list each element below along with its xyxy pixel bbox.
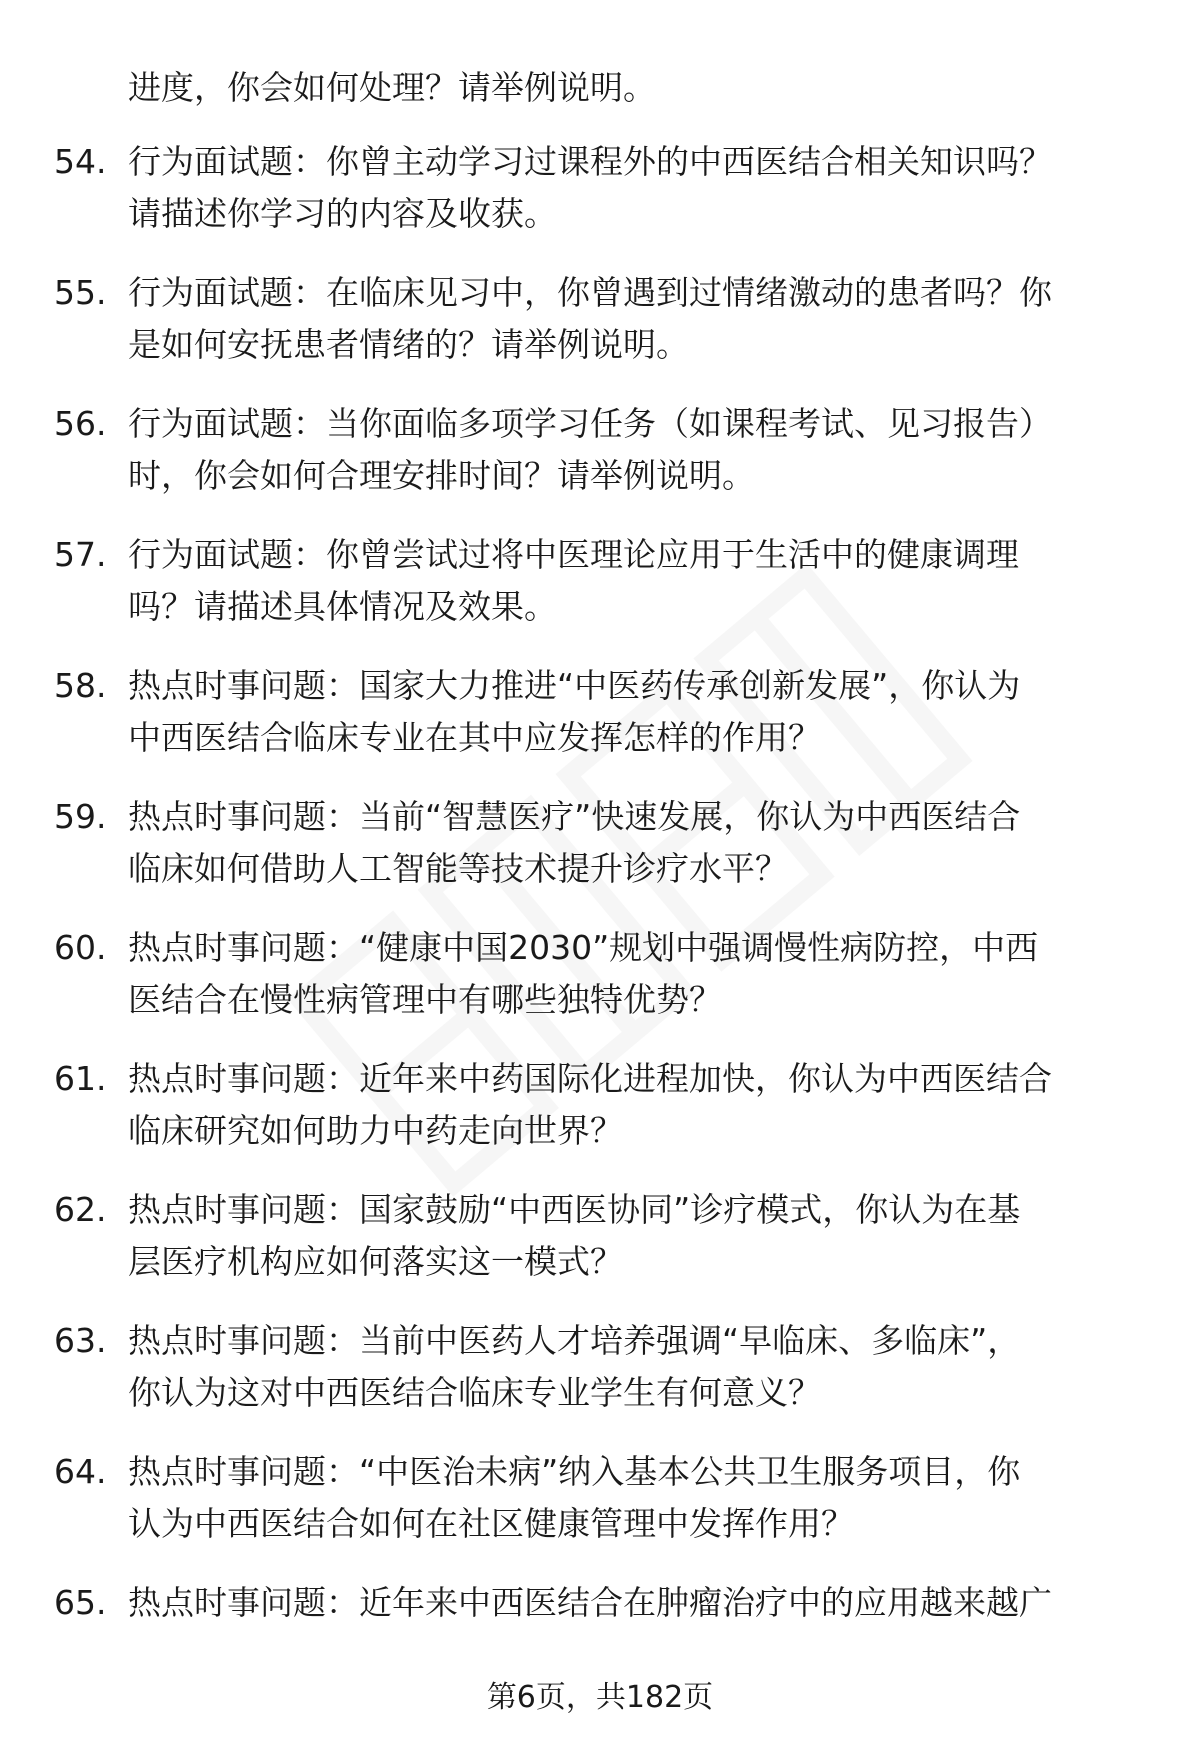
item-number: 62. <box>54 1190 107 1229</box>
item-line: 行为面试题：在临床见习中，你曾遇到过情绪激动的患者吗？你 <box>128 273 1052 312</box>
item-number: 59. <box>54 797 107 836</box>
item-text <box>128 1446 1156 1550</box>
item-text <box>128 529 1156 633</box>
item-line: 热点时事问题：国家大力推进“中医药传承创新发展”，你认为 <box>128 666 1021 705</box>
item-text <box>128 1315 1156 1419</box>
item-line: 临床研究如何助力中药走向世界？ <box>128 1111 623 1150</box>
item-text <box>128 660 1156 764</box>
item-line: 吗？请描述具体情况及效果。 <box>128 587 557 626</box>
item-text <box>128 398 1156 502</box>
item-text <box>128 136 1156 240</box>
item-number: 55. <box>54 273 107 312</box>
list-item <box>0 783 1200 914</box>
item-number: 63. <box>54 1321 107 1360</box>
item-line: 临床如何借助人工智能等技术提升诊疗水平？ <box>128 849 788 888</box>
item-number: 58. <box>54 666 107 705</box>
item-text <box>128 267 1156 371</box>
list-item <box>0 1438 1200 1569</box>
item-line: 热点时事问题：国家鼓励“中西医协同”诊疗模式，你认为在基 <box>128 1190 1021 1229</box>
list-item <box>0 1176 1200 1307</box>
item-number: 64. <box>54 1452 107 1491</box>
item-text <box>128 1577 1156 1629</box>
item-line: 时，你会如何合理安排时间？请举例说明。 <box>128 456 755 495</box>
item-line: 行为面试题：你曾尝试过将中医理论应用于生活中的健康调理 <box>128 535 1019 574</box>
item-number: 56. <box>54 404 107 443</box>
item-line: 热点时事问题：当前中医药人才培养强调“早临床、多临床”， <box>128 1321 1021 1360</box>
item-line: 中西医结合临床专业在其中应发挥怎样的作用？ <box>128 718 821 757</box>
item-line: 医结合在慢性病管理中有哪些独特优势？ <box>128 980 722 1019</box>
item-number: 65. <box>54 1583 107 1622</box>
item-line: 层医疗机构应如何落实这一模式？ <box>128 1242 623 1281</box>
list-item <box>0 259 1200 390</box>
item-line: 热点时事问题：近年来中西医结合在肿瘤治疗中的应用越来越广 <box>128 1583 1052 1622</box>
list-item <box>0 652 1200 783</box>
list-item <box>0 128 1200 259</box>
list-item <box>0 521 1200 652</box>
item-line: 热点时事问题：近年来中药国际化进程加快，你认为中西医结合 <box>128 1059 1052 1098</box>
page-indicator: 第6页，共182页 <box>486 1680 714 1715</box>
item-line: 是如何安抚患者情绪的？请举例说明。 <box>128 325 689 364</box>
item-number: 60. <box>54 928 107 967</box>
list-item <box>0 1307 1200 1438</box>
item-line: 热点时事问题：“中医治未病”纳入基本公共卫生服务项目，你 <box>128 1452 1021 1491</box>
question-list <box>0 128 1200 1700</box>
list-item <box>0 1045 1200 1176</box>
list-item <box>0 914 1200 1045</box>
item-line: 行为面试题：当你面临多项学习任务（如课程考试、见习报告） <box>128 404 1052 443</box>
list-item <box>0 390 1200 521</box>
item-line: 热点时事问题：当前“智慧医疗”快速发展，你认为中西医结合 <box>128 797 1021 836</box>
item-number: 54. <box>54 142 107 181</box>
continuation-line: 进度，你会如何处理？请举例说明。 <box>128 68 656 107</box>
item-text <box>128 922 1156 1026</box>
item-line: 认为中西医结合如何在社区健康管理中发挥作用？ <box>128 1504 854 1543</box>
item-line: 热点时事问题：“健康中国2030”规划中强调慢性病防控，中西 <box>128 928 1039 967</box>
item-text <box>128 791 1156 895</box>
item-text <box>128 1184 1156 1288</box>
item-text <box>128 1053 1156 1157</box>
item-line: 行为面试题：你曾主动学习过课程外的中西医结合相关知识吗？ <box>128 142 1052 181</box>
item-line: 请描述你学习的内容及收获。 <box>128 194 557 233</box>
item-number: 61. <box>54 1059 107 1098</box>
item-line: 你认为这对中西医结合临床专业学生有何意义？ <box>128 1373 821 1412</box>
item-number: 57. <box>54 535 107 574</box>
